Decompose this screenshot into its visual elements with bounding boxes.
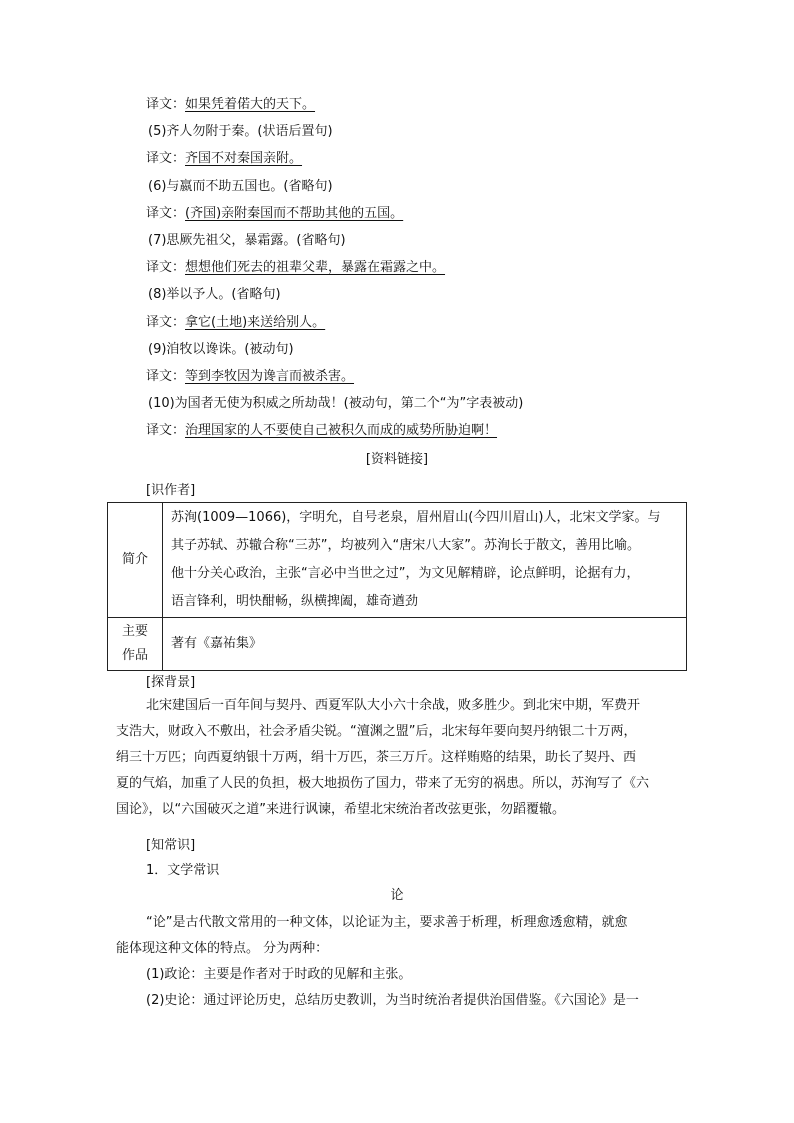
genre-line: 能体现这种文体的特点。 分为两种： bbox=[116, 941, 329, 956]
translation-line bbox=[146, 96, 315, 114]
translation-label: 译文： bbox=[146, 423, 186, 439]
translation-text: (齐国)亲附秦国而不帮助其他的五国。 bbox=[185, 205, 404, 221]
background-line: 支浩大，财政入不敷出，社会矛盾尖锐。“澶渊之盟”后，北宋每年要向契丹纳银二十万两， bbox=[116, 724, 637, 739]
translation-text: 等到李牧因为谗言而被杀害。 bbox=[185, 369, 355, 384]
translation-label: 译文： bbox=[146, 314, 186, 330]
intro-label-cell bbox=[108, 503, 163, 618]
sentence-line bbox=[148, 395, 523, 413]
intro-line: 其子苏轼、苏辙合称“三苏”，均被列入“唐宋八大家”。苏洵长于散文，善用比喻。 bbox=[171, 538, 640, 553]
background-line: 夏的气焰，加重了人民的负担，极大地损伤了国力，带来了无穷的祸患。所以，苏洵写了《六 bbox=[116, 776, 650, 791]
translation-label: 译文： bbox=[146, 97, 186, 112]
translation-text: 想想他们死去的祖辈父辈，暴露在霜露之中。 bbox=[185, 260, 446, 276]
translation-line bbox=[146, 150, 302, 168]
genre-item: (1)政论：主要是作者对于时政的见解和主张。 bbox=[146, 967, 412, 982]
intro-content-cell bbox=[163, 503, 687, 618]
works-label-line-2: 作品 bbox=[121, 648, 148, 663]
genre-title: 论 bbox=[390, 888, 404, 903]
translation-label: 译文： bbox=[146, 369, 186, 384]
background-paragraph bbox=[116, 693, 650, 823]
background-line: 绢三十万匹；向西夏纳银十万两，绢十万匹，茶三万斤。这样贿赂的结果，助长了契丹、西 bbox=[116, 750, 637, 765]
works-label-line-1: 主要 bbox=[121, 624, 148, 639]
translation-label: 译文： bbox=[146, 260, 186, 276]
sentence-text: (10)为国者无使为积威之所劫哉！(被动句，第二个“为”字表被动) bbox=[148, 396, 524, 412]
intro-line: 苏洵(1009—1066)，字明允，自号老泉，眉州眉山(今四川眉山)人，北宋文学家。与 bbox=[171, 510, 661, 525]
intro-label: 简介 bbox=[121, 552, 148, 567]
works-text: 著有《嘉祐集》 bbox=[171, 636, 263, 651]
sentence-text: (7)思厥先祖父，暴霜露。(省略句) bbox=[148, 233, 346, 248]
works-label-cell bbox=[108, 618, 163, 671]
author-intro-row bbox=[108, 503, 687, 618]
translation-line bbox=[146, 314, 325, 332]
author-heading: [识作者] bbox=[146, 483, 196, 498]
sentence-line bbox=[148, 178, 333, 196]
background-line: 国论》，以“六国破灭之道”来进行讽谏，希望北宋统治者改弦更张，勿蹈覆辙。 bbox=[116, 802, 565, 817]
genre-paragraph bbox=[116, 910, 639, 1014]
translation-line bbox=[146, 368, 354, 386]
translation-text: 如果凭着偌大的天下。 bbox=[185, 97, 316, 112]
sentence-text: (5)齐人勿附于秦。(状语后置句) bbox=[148, 124, 333, 140]
sentence-line bbox=[148, 123, 333, 141]
sentence-line bbox=[148, 286, 281, 304]
translation-label: 译文： bbox=[146, 205, 186, 221]
sentence-text: (6)与嬴而不助五国也。(省略句) bbox=[148, 178, 333, 194]
knowledge-heading: [知常识] bbox=[146, 838, 196, 853]
translation-line bbox=[146, 205, 403, 223]
genre-line: “论”是古代散文常用的一种文体，以论证为主，要求善于析理，析理愈透愈精，就愈 bbox=[146, 915, 628, 930]
translation-text: 拿它(土地)来送给别人。 bbox=[185, 314, 326, 330]
sentence-text: (8)举以予人。(省略句) bbox=[148, 287, 281, 303]
translation-label: 译文： bbox=[146, 151, 186, 167]
sentence-line bbox=[148, 232, 346, 250]
translation-line bbox=[146, 259, 445, 277]
intro-line: 语言锋利，明快酣畅，纵横捭阖，雄奇遒劲 bbox=[171, 594, 419, 609]
background-heading: [探背景] bbox=[146, 675, 196, 690]
author-info-table bbox=[107, 502, 687, 671]
translation-text: 齐国不对秦国亲附。 bbox=[185, 151, 303, 167]
sentence-text: (9)洎牧以谗诛。(被动句) bbox=[148, 341, 294, 357]
genre-item: (2)史论：通过评论历史，总结历史教训，为当时统治者提供治国借鉴。《六国论》是一 bbox=[146, 993, 639, 1008]
background-line: 北宋建国后一百年间与契丹、西夏军队大小六十余战，败多胜少。到北宋中期，军费开 bbox=[146, 698, 641, 713]
section-title: 1．文学常识 bbox=[146, 863, 220, 878]
works-content-cell bbox=[163, 618, 687, 671]
translation-text: 治理国家的人不要使自己被积久而成的威势所胁迫啊！ bbox=[185, 423, 498, 439]
translation-line bbox=[146, 422, 497, 440]
intro-line: 他十分关心政治，主张“言必中当世之过”，为文见解精辟，论点鲜明，论据有力， bbox=[171, 566, 640, 581]
author-works-row bbox=[108, 618, 687, 671]
sentence-line bbox=[148, 341, 294, 359]
resources-heading: [资料链接] bbox=[365, 452, 429, 467]
